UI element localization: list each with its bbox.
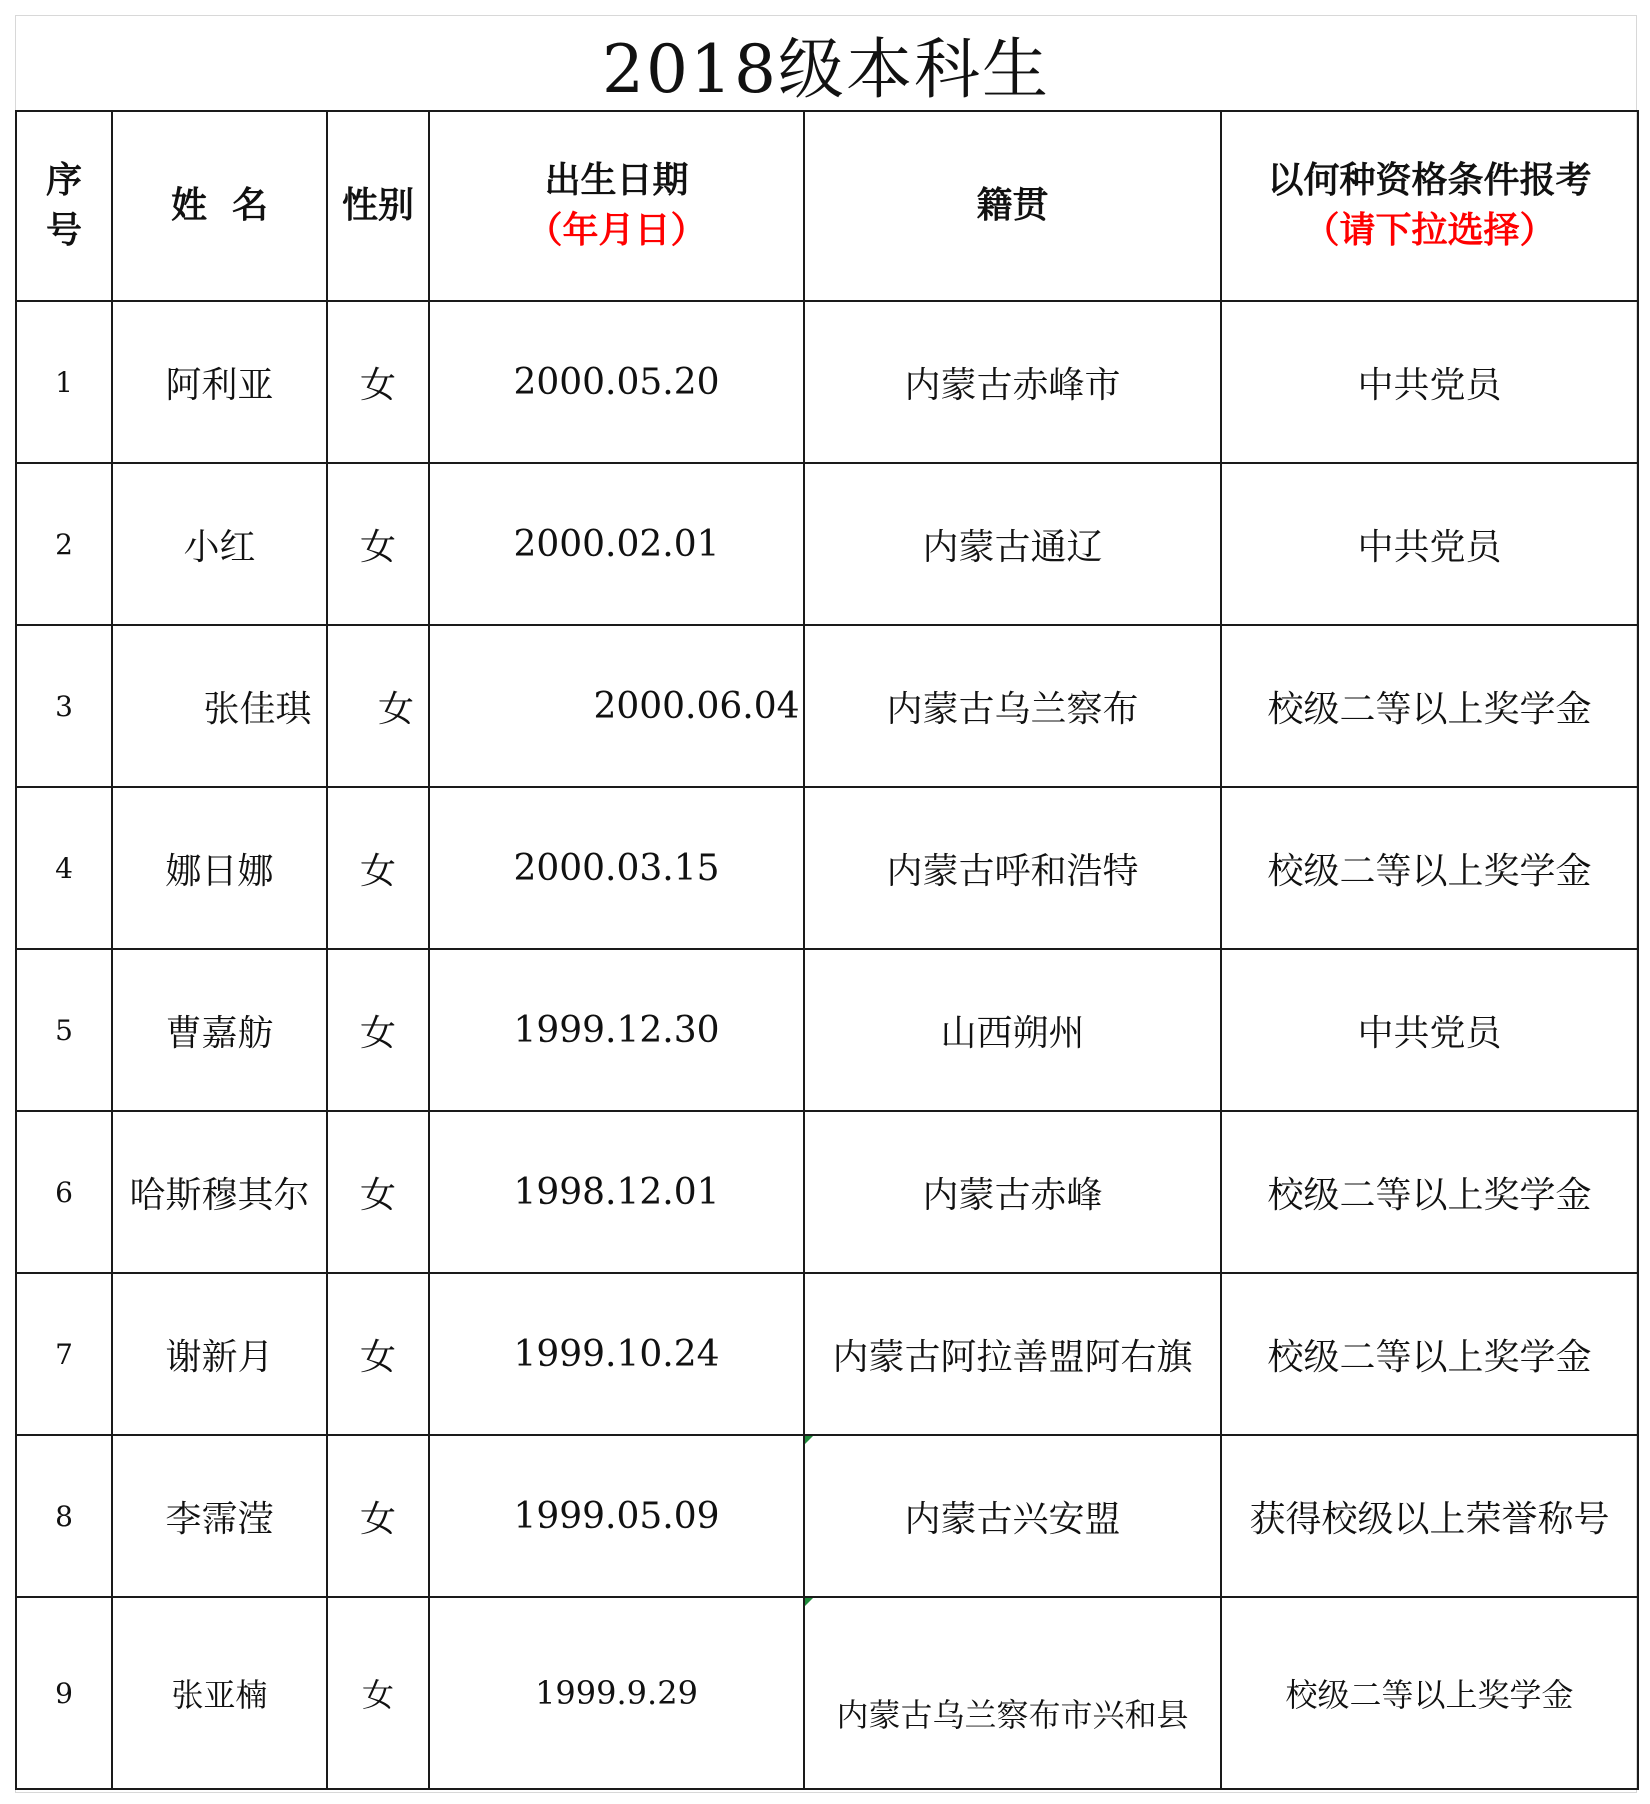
cell-birth[interactable]: 2000.02.01: [429, 463, 804, 625]
cell-birth-text: 2000.06.04: [593, 685, 800, 727]
cell-index[interactable]: 7: [16, 1273, 112, 1435]
cell-index[interactable]: 6: [16, 1111, 112, 1273]
cell-index[interactable]: 1: [16, 301, 112, 463]
cell-name[interactable]: 哈斯穆其尔: [112, 1111, 327, 1273]
page-title: 2018级本科生: [602, 30, 1050, 108]
cell-birth[interactable]: 1999.9.29: [429, 1597, 804, 1789]
header-name: 姓 名: [112, 111, 327, 301]
cell-origin[interactable]: 内蒙古阿拉善盟阿右旗: [804, 1273, 1221, 1435]
cell-gender-text: 女: [377, 688, 414, 730]
student-table: [15, 110, 1639, 1790]
cell-gender[interactable]: [327, 625, 429, 787]
table-row: [16, 949, 1638, 1111]
cell-gender[interactable]: 女: [327, 301, 429, 463]
header-birth-label: 出生日期: [544, 160, 689, 201]
cell-qualification[interactable]: 中共党员: [1221, 463, 1638, 625]
header-qualification-label: 以何种资格条件报考: [1267, 160, 1592, 201]
cell-name[interactable]: 曹嘉舫: [112, 949, 327, 1111]
table-row: [16, 1435, 1638, 1597]
header-index-line-2: 号: [45, 210, 82, 251]
cell-index[interactable]: 8: [16, 1435, 112, 1597]
header-index: [16, 111, 112, 301]
cell-name[interactable]: 张亚楠: [112, 1597, 327, 1789]
cell-origin[interactable]: 内蒙古呼和浩特: [804, 787, 1221, 949]
cell-gender[interactable]: 女: [327, 949, 429, 1111]
cell-name[interactable]: 阿利亚: [112, 301, 327, 463]
cell-birth[interactable]: 2000.05.20: [429, 301, 804, 463]
cell-origin[interactable]: 内蒙古赤峰: [804, 1111, 1221, 1273]
cell-gender[interactable]: 女: [327, 1273, 429, 1435]
header-qualification: [1221, 111, 1638, 301]
cell-qualification[interactable]: 校级二等以上奖学金: [1221, 787, 1638, 949]
header-row: [16, 111, 1638, 301]
cell-origin[interactable]: 内蒙古赤峰市: [804, 301, 1221, 463]
header-birth-note: （年月日）: [526, 210, 707, 251]
header-index-line-1: 序: [45, 160, 82, 201]
cell-qualification[interactable]: 校级二等以上奖学金: [1221, 1597, 1638, 1789]
header-origin: 籍贯: [804, 111, 1221, 301]
cell-name[interactable]: 娜日娜: [112, 787, 327, 949]
cell-gender[interactable]: 女: [327, 1597, 429, 1789]
cell-index[interactable]: 9: [16, 1597, 112, 1789]
header-birth: [429, 111, 804, 301]
table-row: [16, 1111, 1638, 1273]
table-row: [16, 787, 1638, 949]
cell-origin[interactable]: 内蒙古兴安盟: [804, 1435, 1221, 1597]
header-qualification-note: （请下拉选择）: [1303, 210, 1556, 251]
cell-name-text: 张佳琪: [203, 688, 312, 730]
cell-qualification[interactable]: 中共党员: [1221, 301, 1638, 463]
cell-qualification[interactable]: 中共党员: [1221, 949, 1638, 1111]
cell-origin[interactable]: 内蒙古乌兰察布: [804, 625, 1221, 787]
cell-name[interactable]: [112, 625, 327, 787]
cell-index[interactable]: 5: [16, 949, 112, 1111]
cell-origin-text: 内蒙古乌兰察布市兴和县: [836, 1696, 1189, 1734]
header-gender: 性别: [327, 111, 429, 301]
cell-name[interactable]: 谢新月: [112, 1273, 327, 1435]
cell-gender[interactable]: 女: [327, 463, 429, 625]
cell-birth[interactable]: 2000.03.15: [429, 787, 804, 949]
table-row: [16, 463, 1638, 625]
cell-gender[interactable]: 女: [327, 787, 429, 949]
table-row: [16, 1273, 1638, 1435]
table-row: [16, 625, 1638, 787]
cell-qualification[interactable]: 获得校级以上荣誉称号: [1221, 1435, 1638, 1597]
cell-origin[interactable]: 山西朔州: [804, 949, 1221, 1111]
cell-qualification[interactable]: 校级二等以上奖学金: [1221, 1111, 1638, 1273]
cell-index[interactable]: 3: [16, 625, 112, 787]
cell-birth[interactable]: 1999.12.30: [429, 949, 804, 1111]
cell-birth[interactable]: [429, 625, 804, 787]
cell-origin[interactable]: [804, 1597, 1221, 1789]
cell-gender[interactable]: 女: [327, 1111, 429, 1273]
cell-gender[interactable]: 女: [327, 1435, 429, 1597]
cell-index[interactable]: 2: [16, 463, 112, 625]
cell-name[interactable]: 李霈滢: [112, 1435, 327, 1597]
cell-qualification[interactable]: 校级二等以上奖学金: [1221, 625, 1638, 787]
table-row: [16, 1597, 1638, 1789]
table-row: [16, 301, 1638, 463]
cell-name[interactable]: 小红: [112, 463, 327, 625]
cell-birth[interactable]: 1999.05.09: [429, 1435, 804, 1597]
cell-birth[interactable]: 1999.10.24: [429, 1273, 804, 1435]
cell-origin[interactable]: 内蒙古通辽: [804, 463, 1221, 625]
cell-birth[interactable]: 1998.12.01: [429, 1111, 804, 1273]
cell-qualification[interactable]: 校级二等以上奖学金: [1221, 1273, 1638, 1435]
cell-index[interactable]: 4: [16, 787, 112, 949]
